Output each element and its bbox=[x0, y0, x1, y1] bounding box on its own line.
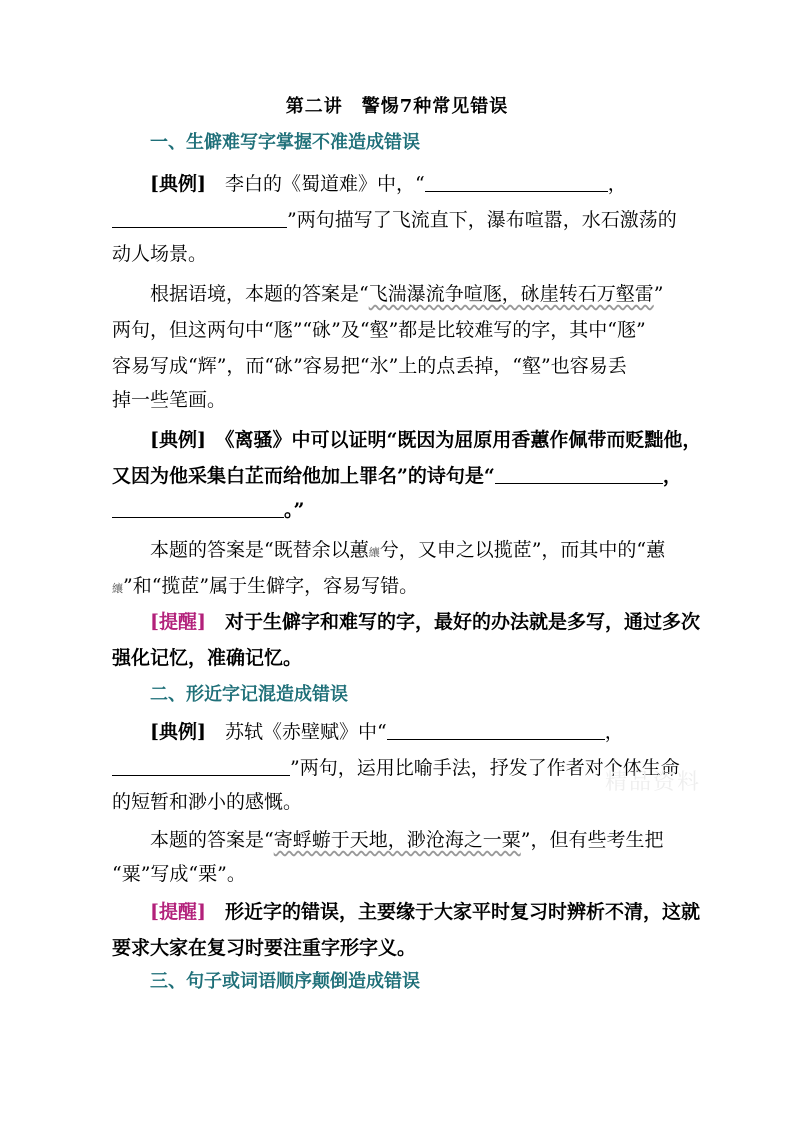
tip-tag: [提醒] bbox=[150, 611, 206, 633]
punct: 。” bbox=[284, 499, 305, 521]
answer-blank bbox=[425, 173, 608, 192]
section-3-heading: 三、句子或词语顺序颠倒造成错误 bbox=[150, 971, 420, 992]
answer-1-line-3: 容易写成“辉”，而“砯”容易把“氷”上的点丢掉，“壑”也容易丢 bbox=[112, 355, 627, 377]
answer-blank bbox=[495, 465, 663, 484]
tip-text: 形近字的错误，主要缘于大家平时复习时辨析不清，这就 bbox=[205, 901, 700, 923]
answer-1-line-1 bbox=[150, 282, 663, 306]
punct: ， bbox=[607, 173, 627, 195]
answer-text: ”和“揽茝”属于生僻字，容易写错。 bbox=[123, 575, 419, 597]
watermark: 精品资料 bbox=[605, 770, 702, 795]
tip-text: 对于生僻字和难写的字，最好的办法就是多写，通过多次 bbox=[205, 611, 700, 633]
example-tag: [典例] bbox=[150, 429, 206, 451]
small-char: 纕 bbox=[368, 546, 380, 559]
section-2-heading: 二、形近字记混造成错误 bbox=[150, 684, 348, 705]
answer-text: 本题的答案是“既替余以蕙 bbox=[150, 539, 369, 561]
example-tag: [典例] bbox=[150, 173, 206, 195]
answer-quote: 飞湍瀑流争喧豗，砯崖转石万壑雷 bbox=[368, 283, 654, 305]
example-text: 又因为他采集白芷而给他加上罪名”的诗句是“ bbox=[112, 465, 495, 487]
answer-3-line-2: “粟”写成“栗”。 bbox=[112, 863, 246, 885]
answer-3-line-1 bbox=[150, 828, 663, 852]
answer-text: 本题的答案是“ bbox=[150, 829, 274, 851]
answer-2-line-2 bbox=[112, 574, 418, 601]
example-3-line-2 bbox=[112, 756, 680, 780]
example-2-line-1 bbox=[150, 428, 701, 452]
answer-text: 根据语境，本题的答案是“ bbox=[150, 283, 369, 305]
answer-text: ”，但有些考生把 bbox=[520, 829, 664, 851]
answer-2-line-1 bbox=[150, 538, 665, 565]
section-1-heading: 一、生僻难写字掌握不准造成错误 bbox=[150, 132, 420, 153]
example-text: 苏轼《赤壁赋》中“ bbox=[205, 721, 387, 743]
example-tag: [典例] bbox=[150, 721, 206, 743]
small-char: 纕 bbox=[112, 582, 123, 595]
tip-tag: [提醒] bbox=[150, 901, 206, 923]
tip-1-line-1 bbox=[150, 610, 700, 634]
answer-blank bbox=[112, 209, 287, 228]
tip-2-line-2: 要求大家在复习时要注重字形字义。 bbox=[112, 937, 417, 959]
example-text: ”两句，运用比喻手法，抒发了作者对个体生命 bbox=[290, 757, 680, 779]
answer-quote: 寄蜉蝣于天地，渺沧海之一粟 bbox=[273, 829, 521, 851]
answer-blank bbox=[112, 499, 284, 518]
example-1-line-1 bbox=[150, 172, 627, 196]
example-1-line-3: 动人场景。 bbox=[112, 243, 208, 265]
example-1-line-2 bbox=[112, 208, 677, 232]
punct: ， bbox=[662, 465, 682, 487]
example-3-line-3: 的短暂和渺小的感慨。 bbox=[112, 791, 303, 813]
example-2-line-3 bbox=[112, 498, 304, 522]
example-2-line-2 bbox=[112, 464, 682, 488]
answer-text: 兮，又申之以揽茝”，而其中的“蕙 bbox=[379, 539, 666, 561]
tip-1-line-2: 强化记忆，准确记忆。 bbox=[112, 647, 303, 669]
answer-1-line-4: 掉一些笔画。 bbox=[112, 389, 227, 411]
example-text: ”两句描写了飞流直下，瀑布喧嚣，水石激荡的 bbox=[287, 209, 677, 231]
answer-blank bbox=[387, 721, 605, 740]
example-3-line-1 bbox=[150, 720, 624, 744]
example-text: 李白的《蜀道难》中，“ bbox=[205, 173, 425, 195]
page-title: 第二讲 警惕7种常见错误 bbox=[285, 96, 509, 117]
answer-1-line-2: 两句，但这两句中“豗”“砯”及“壑”都是比较难写的字，其中“豗” bbox=[112, 319, 646, 341]
answer-text: ” bbox=[653, 283, 664, 305]
punct: ， bbox=[604, 721, 624, 743]
example-text: 《离骚》中可以证明“既因为屈原用香蕙作佩带而贬黜他， bbox=[205, 429, 702, 451]
tip-2-line-1 bbox=[150, 900, 700, 924]
answer-blank bbox=[112, 757, 290, 776]
